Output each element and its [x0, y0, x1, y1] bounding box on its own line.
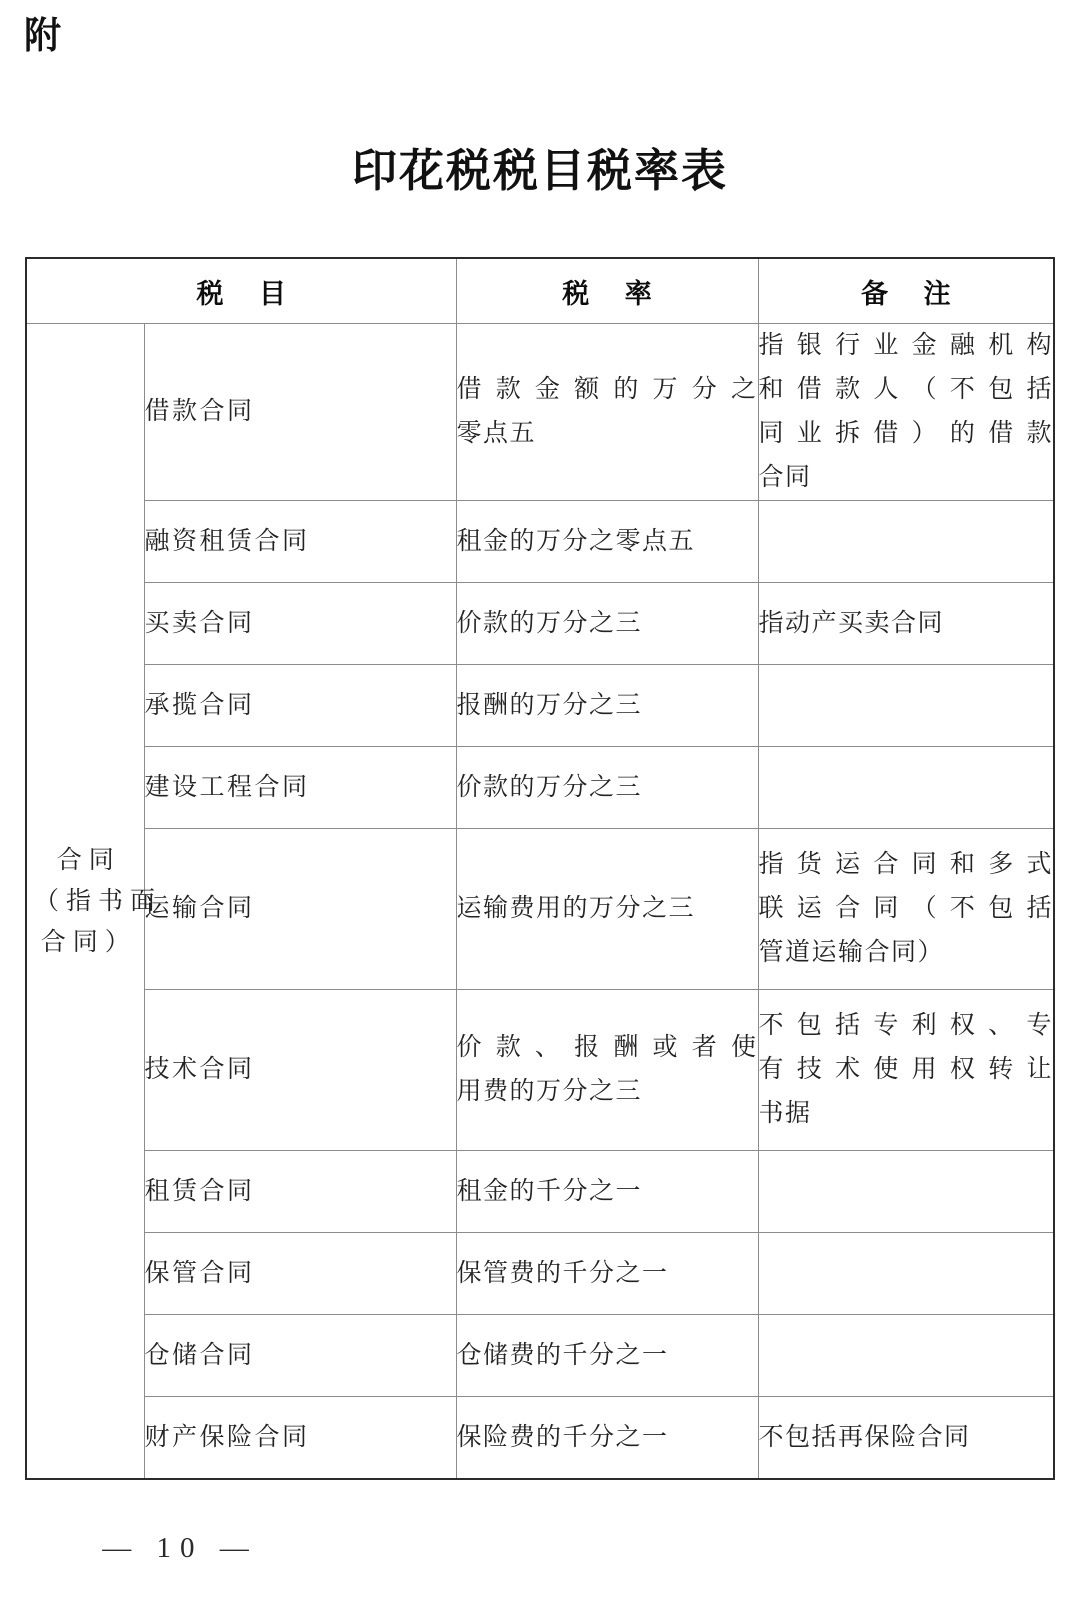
cell-tax-rate: 仓储费的千分之一 — [456, 1315, 758, 1397]
cell-tax-item: 买卖合同 — [144, 583, 456, 665]
table-body — [26, 258, 1054, 1479]
cell-tax-rate: 保管费的千分之一 — [456, 1233, 758, 1315]
cell-remark — [758, 665, 1054, 747]
cell-remark: 指动产买卖合同 — [758, 583, 1054, 665]
cell-remark — [758, 747, 1054, 829]
page-number: — 10 — — [102, 1532, 258, 1564]
table-row — [26, 1315, 1054, 1397]
column-header-tax-rate: 税 率 — [456, 258, 758, 324]
rate-line: 用费的万分之三 — [456, 1078, 643, 1105]
cell-remark — [758, 324, 1054, 501]
cell-tax-rate: 运输费用的万分之三 — [456, 829, 758, 990]
table-row — [26, 1397, 1054, 1480]
appendix-marker: 附 — [24, 14, 61, 57]
table-row — [26, 1151, 1054, 1233]
cell-tax-rate — [456, 324, 758, 501]
table-row — [26, 583, 1054, 665]
cell-tax-item: 技术合同 — [144, 990, 456, 1151]
remark-line: 和借款人（不包括 — [758, 376, 1053, 403]
cell-tax-item: 承揽合同 — [144, 665, 456, 747]
remark-line: 指货运合同和多式 — [758, 851, 1053, 878]
cell-remark: 不包括再保险合同 — [758, 1397, 1054, 1480]
table-row — [26, 501, 1054, 583]
cell-tax-rate: 报酬的万分之三 — [456, 665, 758, 747]
cell-tax-rate: 价款的万分之三 — [456, 747, 758, 829]
cell-remark — [758, 1233, 1054, 1315]
cell-remark — [758, 1315, 1054, 1397]
table-row — [26, 1233, 1054, 1315]
page-title: 印花税税目税率表 — [351, 144, 728, 197]
table-row — [26, 324, 1054, 501]
cell-tax-rate: 租金的万分之零点五 — [456, 501, 758, 583]
cell-tax-item: 运输合同 — [144, 829, 456, 990]
cell-tax-item: 融资租赁合同 — [144, 501, 456, 583]
cell-remark — [758, 990, 1054, 1151]
remark-line: 合同 — [758, 464, 812, 491]
table-row — [26, 747, 1054, 829]
cell-tax-item: 借款合同 — [144, 324, 456, 501]
cell-remark — [758, 1151, 1054, 1233]
cell-remark — [758, 829, 1054, 990]
cell-tax-item: 仓储合同 — [144, 1315, 456, 1397]
remark-line: 书据 — [758, 1100, 812, 1127]
cell-tax-item: 租赁合同 — [144, 1151, 456, 1233]
table-row — [26, 829, 1054, 990]
cell-tax-rate: 租金的千分之一 — [456, 1151, 758, 1233]
rate-line: 借款金额的万分之 — [456, 376, 758, 403]
cell-tax-item: 建设工程合同 — [144, 747, 456, 829]
rate-line: 价款、报酬或者使 — [456, 1034, 758, 1061]
cell-tax-item: 保管合同 — [144, 1233, 456, 1315]
cell-tax-item: 财产保险合同 — [144, 1397, 456, 1480]
remark-line: 指银行业金融机构 — [758, 332, 1053, 359]
group-cell-contract — [26, 324, 163, 1480]
cell-tax-rate: 价款的万分之三 — [456, 583, 758, 665]
cell-tax-rate: 保险费的千分之一 — [456, 1397, 758, 1480]
remark-line: 管道运输合同） — [758, 939, 945, 966]
remark-line: 不包括专利权、专 — [758, 1012, 1053, 1039]
column-header-tax-item: 税 目 — [26, 258, 456, 324]
remark-line: 有技术使用权转让 — [758, 1056, 1053, 1083]
tax-rate-table — [25, 257, 1055, 1480]
group-label-line-2: （指书面 — [34, 887, 163, 915]
cell-tax-rate — [456, 990, 758, 1151]
column-header-remark: 备 注 — [758, 258, 1054, 324]
cell-remark — [758, 501, 1054, 583]
tax-rate-table-container — [25, 257, 1053, 1480]
table-header-row — [26, 258, 1054, 324]
table-row — [26, 665, 1054, 747]
group-label-line-1: 合同 — [56, 846, 121, 874]
remark-line: 联运合同（不包括 — [758, 895, 1053, 922]
rate-line: 零点五 — [456, 420, 537, 447]
table-row — [26, 990, 1054, 1151]
remark-line: 同业拆借）的借款 — [758, 420, 1053, 447]
group-label-line-3: 合同） — [40, 928, 137, 956]
